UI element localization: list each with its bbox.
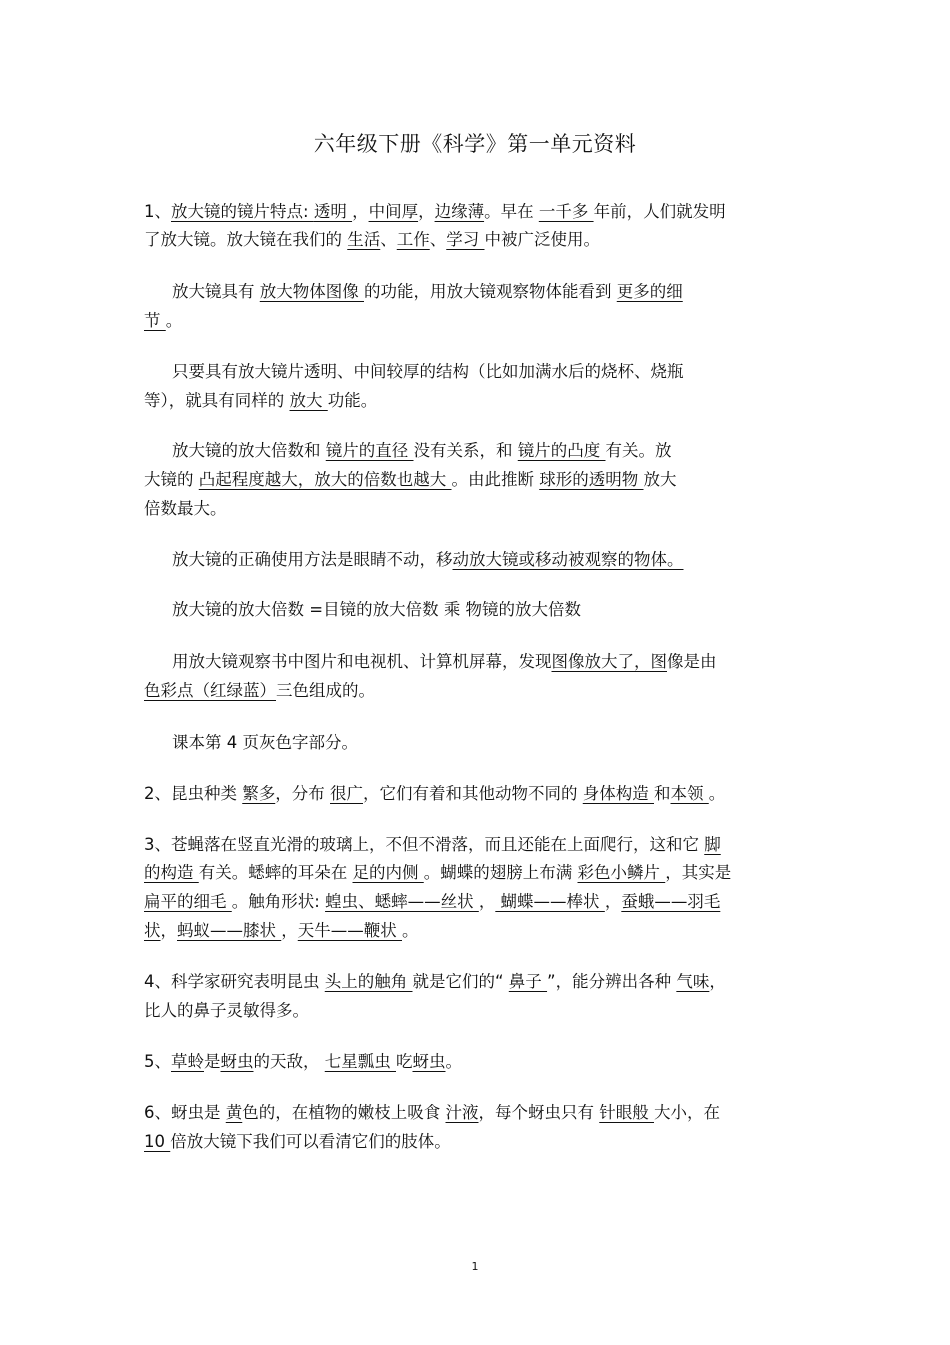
text-segment: 就是它们的“ xyxy=(412,972,509,991)
text-segment: ， xyxy=(160,921,177,940)
text-line xyxy=(172,648,717,676)
answer-blank: 状 xyxy=(144,921,161,940)
text-line xyxy=(172,596,581,624)
answer-blank: 10 xyxy=(144,1132,171,1151)
text-line xyxy=(144,198,726,226)
text-segment: 吃 xyxy=(396,1052,413,1071)
text-line xyxy=(172,546,684,574)
text-segment: 没有关系，和 xyxy=(413,441,518,460)
text-segment: ， xyxy=(281,921,298,940)
answer-blank: 生活 xyxy=(347,230,381,249)
answer-blank: 蝴蝶——棒状 xyxy=(495,892,605,911)
text-segment: 。 xyxy=(165,311,183,330)
text-segment: 和 xyxy=(654,784,671,803)
text-line xyxy=(144,1099,720,1127)
text-segment: 1、 xyxy=(144,202,171,221)
text-segment: 了放大镜。放大镜在我们的 xyxy=(144,230,348,249)
answer-blank: 很广 xyxy=(330,784,363,803)
text-segment: 。 xyxy=(708,784,726,803)
answer-blank: 黄 xyxy=(225,1103,243,1122)
text-line xyxy=(144,831,721,859)
text-segment: 倍数最大。 xyxy=(144,499,227,518)
text-segment: 是 xyxy=(204,1052,221,1071)
answer-blank: 更多的细 xyxy=(616,282,683,301)
answer-blank: 天牛——鞭状 xyxy=(297,921,402,940)
text-segment: 比人的鼻子灵敏得多。 xyxy=(144,1001,309,1020)
answer-blank: 色彩点（红绿蓝） xyxy=(144,681,276,700)
answer-blank: 动放大镜或移动被观察的物体。 xyxy=(452,550,684,569)
answer-blank: 气味 xyxy=(676,972,710,991)
text-segment: 放大 xyxy=(643,470,677,489)
answer-blank: 节 xyxy=(144,311,166,330)
answer-blank: 繁多 xyxy=(242,784,276,803)
answer-blank: 镜片的直径 xyxy=(325,441,414,460)
answer-blank: 足的内侧 xyxy=(352,863,424,882)
text-segment: ， xyxy=(352,202,369,221)
answer-blank: 透明 xyxy=(313,202,353,221)
answer-blank: 球形的透明物 xyxy=(539,470,644,489)
text-segment: 。蝴蝶的翅膀上布满 xyxy=(423,863,578,882)
text-segment: 功能。 xyxy=(327,391,378,410)
text-segment: 放大镜的放大倍数 =目镜的放大倍数 乘 物镜的放大倍数 xyxy=(172,600,582,619)
answer-blank: 扁平的细毛 xyxy=(144,892,232,911)
text-segment: 2、昆虫种类 xyxy=(144,784,243,803)
text-segment: ，分布 xyxy=(275,784,330,803)
text-segment: 大镜的 xyxy=(144,470,199,489)
text-segment: 。 xyxy=(445,1052,462,1071)
text-segment: 有关。蟋蟀的耳朵在 xyxy=(198,863,353,882)
answer-blank: 针眼般 xyxy=(599,1103,654,1122)
text-segment: 像是由 xyxy=(667,652,717,671)
answer-blank: 工作 xyxy=(396,230,430,249)
text-line xyxy=(172,729,358,757)
text-segment: ， xyxy=(604,892,622,911)
text-line xyxy=(144,968,726,996)
text-segment: 用放大镜观察书中图片和电视机、计算机屏幕，发现 xyxy=(172,652,552,671)
text-line xyxy=(172,437,672,465)
text-segment: ， xyxy=(709,972,726,991)
text-line xyxy=(144,387,377,415)
text-segment: ”，能分辨出各种 xyxy=(547,972,677,991)
text-segment: 3、苍蝇落在竖直光滑的玻璃上，不但不滑落，而且还能在上面爬行，这和它 xyxy=(144,835,705,854)
page-number: 1 xyxy=(471,1260,479,1273)
answer-blank: 放大镜的镜片特点: xyxy=(171,202,314,221)
answer-blank: 图像放大了，图 xyxy=(551,652,667,671)
text-line xyxy=(144,888,720,916)
answer-blank: 蚂蚁——膝状 xyxy=(177,921,282,940)
text-segment: 6、蚜虫是 xyxy=(144,1103,226,1122)
text-line xyxy=(144,859,731,887)
text-segment: 。早在 xyxy=(484,202,539,221)
text-segment: 只要具有放大镜片透明、中间较厚的结构（比如加满水后的烧杯、烧瓶 xyxy=(172,362,684,381)
answer-blank: 的构造 xyxy=(144,863,199,882)
answer-blank: 中间厚 xyxy=(368,202,419,221)
answer-blank: 放大 xyxy=(289,391,328,410)
text-segment: 放大镜的放大倍数和 xyxy=(172,441,326,460)
text-line xyxy=(144,677,375,705)
text-segment: 。 xyxy=(402,921,419,940)
text-line xyxy=(144,226,600,254)
text-line xyxy=(172,278,683,306)
answer-blank: 蚜虫 xyxy=(412,1052,446,1071)
answer-blank: 彩色小鳞片 xyxy=(577,863,666,882)
answer-blank: 一千多 xyxy=(538,202,594,221)
answer-blank: 蝗虫、蟋蟀——丝状 xyxy=(325,892,479,911)
text-segment: 大小，在 xyxy=(654,1103,720,1122)
text-segment: 中被广泛使用。 xyxy=(484,230,600,249)
text-line xyxy=(144,466,677,494)
text-line xyxy=(144,780,725,808)
answer-blank: 身体构造 xyxy=(582,784,654,803)
text-segment: 三色组成的。 xyxy=(276,681,375,700)
text-segment: 5、 xyxy=(144,1052,171,1071)
answer-blank: 镜片的凸度 xyxy=(517,441,606,460)
answer-blank: 学习 xyxy=(446,230,485,249)
text-segment: ，其实是 xyxy=(665,863,732,882)
text-segment: 等），就具有同样的 xyxy=(144,391,290,410)
answer-blank: 头上的触角 xyxy=(324,972,413,991)
text-line xyxy=(172,358,684,386)
text-line xyxy=(144,307,182,335)
text-segment: 。触角形状: xyxy=(231,892,326,911)
text-segment: 、 xyxy=(380,230,397,249)
text-segment: 有关。放 xyxy=(605,441,672,460)
text-segment: ， xyxy=(418,202,435,221)
text-line xyxy=(144,495,227,523)
text-segment: 年前，人们就发明 xyxy=(593,202,726,221)
text-segment: 倍放大镜下我们可以看清它们的肢体。 xyxy=(170,1132,451,1151)
text-segment: 放大镜的正确使用方法是眼睛不动，移 xyxy=(172,550,453,569)
text-segment: 色的，在植物的嫩枝上吸食 xyxy=(242,1103,446,1122)
text-segment: ， xyxy=(478,892,496,911)
answer-blank: 蚜虫 xyxy=(220,1052,254,1071)
text-segment: ，每个蚜虫只有 xyxy=(478,1103,600,1122)
answer-blank: 七星瓢虫 xyxy=(324,1052,396,1071)
answer-blank: 脚 xyxy=(704,835,721,854)
text-segment: 4、科学家研究表明昆虫 xyxy=(144,972,325,991)
text-segment: 。由此推断 xyxy=(451,470,540,489)
answer-blank: 边缘薄 xyxy=(434,202,485,221)
answer-blank: 放大物体图像 xyxy=(259,282,364,301)
answer-blank: 本领 xyxy=(670,784,709,803)
page-title: 六年级下册《科学》第一单元资料 xyxy=(313,132,637,156)
text-line xyxy=(144,1128,451,1156)
answer-blank: 鼻子 xyxy=(508,972,548,991)
answer-blank: 草蛉 xyxy=(171,1052,204,1071)
text-segment: 的功能，用放大镜观察物体能看到 xyxy=(364,282,617,301)
text-line xyxy=(144,917,419,945)
text-segment: 、 xyxy=(429,230,447,249)
text-line xyxy=(144,1048,462,1076)
text-segment: 放大镜具有 xyxy=(172,282,260,301)
answer-blank: 蚕蛾——羽毛 xyxy=(621,892,721,911)
text-segment: ，它们有着和其他动物不同的 xyxy=(363,784,583,803)
text-line xyxy=(144,997,309,1025)
text-segment: 课本第 4 页灰色字部分。 xyxy=(172,733,358,752)
text-segment: 的天敌， xyxy=(253,1052,325,1071)
answer-blank: 凸起程度越大，放大的倍数也越大 xyxy=(198,470,452,489)
answer-blank: 汁液 xyxy=(445,1103,479,1122)
